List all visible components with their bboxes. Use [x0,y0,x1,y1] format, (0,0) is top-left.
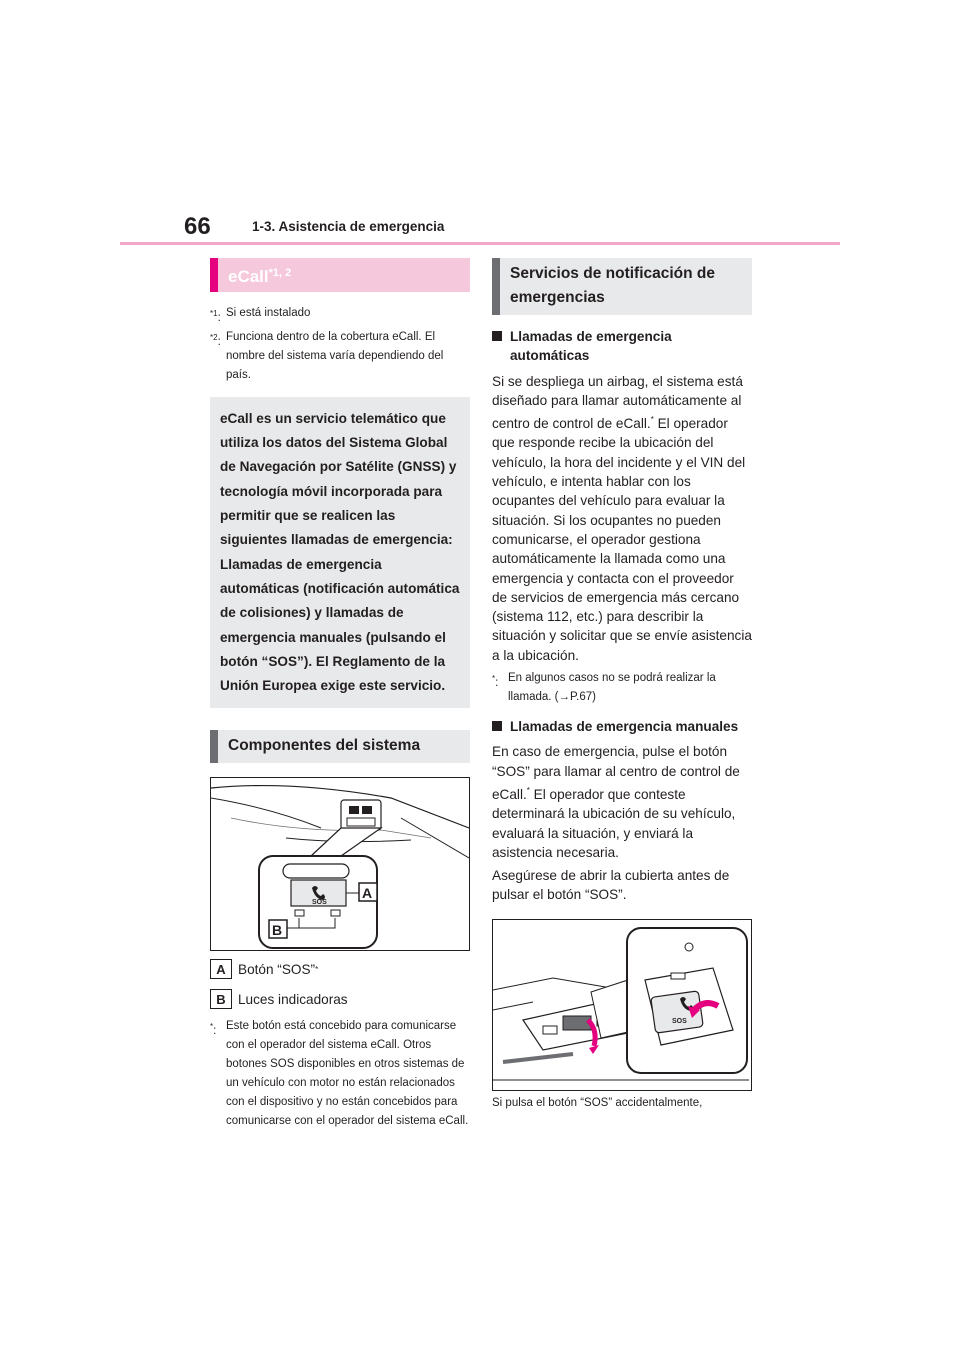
label-a-box: A [210,959,232,979]
label-b-box: B [210,989,232,1009]
label-a-callout: A [362,885,373,902]
cover-instruction: Asegúrese de abrir la cubierta antes de pulsar el botón “SOS”. [492,868,730,903]
cover-caption: Si pulsa el botón “SOS” accidentalmente, [492,1096,703,1109]
label-a-text: Botón “SOS” [238,961,316,977]
footnote-1-mark: *1 [210,309,218,318]
cover-sos-label: SOS [672,1017,687,1025]
components-heading: Componentes del sistema [210,730,470,763]
page-number: 66 [184,213,211,240]
label-b-callout: B [272,922,283,939]
sos-cover-illustration [493,920,749,1090]
auto-calls-body-1: Si se despliega un airbag, el sistema está diseñado para llamar automáticamente al centro de control de eCall. [492,373,743,432]
label-a-row [210,959,470,979]
footnote-1: $^{*1}$: Si está instalado [210,304,470,328]
manual-calls-body-2: El operador que conteste determinará la ubicación de su vehículo, evaluará la situación, y enviará la asistencia necesaria. [492,786,736,860]
ecall-title: eCall [228,267,269,286]
ecall-title-sup: *1, 2 [268,267,292,279]
sos-note-mark: * [210,1022,214,1032]
ecall-footnotes [210,304,470,385]
components-illustration [210,777,470,951]
footnote-2: $^{*2}$: Funciona dentro de la cobertura eCall. El nombre del sistema varía dependiendo del país. [210,328,470,385]
sos-label: SOS [312,899,327,907]
manual-calls-heading-text: Llamadas de emergencia manuales [510,719,739,735]
footnote-2-mark: *2 [210,332,218,342]
label-a-sup: * [315,964,319,974]
auto-calls-note: *: En algunos casos no se podrá realizar la llamada. (→P.67) [492,669,752,707]
bullet-square-icon [492,331,502,341]
bullet-square-icon [492,721,502,731]
footnote-1-text: Si está instalado [226,307,311,319]
chapter-title: 1-3. Asistencia de emergencia [252,219,445,234]
cover-illustration [492,919,752,1091]
auto-calls-heading [492,327,752,366]
auto-calls-body-sup: * [650,415,654,425]
manual-calls-heading [492,717,752,736]
auto-calls-note-text: En algunos casos no se podrá realizar la llamada. (→P.67) [508,672,716,704]
footnote-2-text: Funciona dentro de la cobertura eCall. El nombre del sistema varía dependiendo del país. [226,330,444,381]
auto-calls-body [492,372,752,665]
overhead-console-illustration [211,778,469,950]
ecall-heading [210,258,470,292]
header-rule [120,242,840,245]
label-b-row [210,989,470,1009]
auto-calls-note-mark: * [492,674,496,684]
auto-calls-body-2: El operador que responde recibe la ubicación del vehículo, la hora del incidente y el VIN del vehículo, e intenta hablar con los ocupantes del vehículo para evaluar la situación. Si los ocupantes no pueden comunicarse, el operador gestiona automáticamente la llamada como una emergencia y contacta con el proveedor de servicios de emergencia más cercano (sistema 112, etc.) para describir la situación y solicitar que se envíe asistencia a la ubicación. [492,416,752,663]
manual-calls-body [492,742,752,862]
right-column [492,258,752,1109]
left-column [210,258,470,1131]
label-b-text: Luces indicadoras [238,991,348,1007]
notification-heading: Servicios de notificación de emergencias [492,258,752,315]
manual-calls-body-1: En caso de emergencia, pulse el botón “SOS” para llamar al centro de control de eCall. [492,744,740,802]
manual-calls-body-sup: * [526,785,530,795]
sos-note: *: Este botón está concebido para comunicarse con el operador del sistema eCall. Otros botones SOS disponibles en otros sistemas de un vehículo con motor no están relacionados con el dispositivo y no están concebidos para comunicarse con el operador del sistema eCall. [210,1017,470,1131]
ecall-intro-box: eCall es un servicio telemático que utiliza los datos del Sistema Global de Navegación por Satélite (GNSS) y tecnología móvil incorporada para permitir que se realicen las siguientes llamadas de emergencia: Llamadas de emergencia automáticas (notificación automática de colisiones) y llamadas de emergencia manuales (pulsando el botón “SOS”). El Reglamento de la Unión Europea exige este servicio. [210,397,470,709]
auto-calls-heading-text: Llamadas de emergencia automáticas [510,329,672,364]
sos-note-text: Este botón está concebido para comunicarse con el operador del sistema eCall. Otros botones SOS disponibles en otros sistemas de un vehículo con motor no están relacionados con el dispositivo y no están concebidos para comunicarse con el operador del sistema eCall. [226,1020,469,1128]
